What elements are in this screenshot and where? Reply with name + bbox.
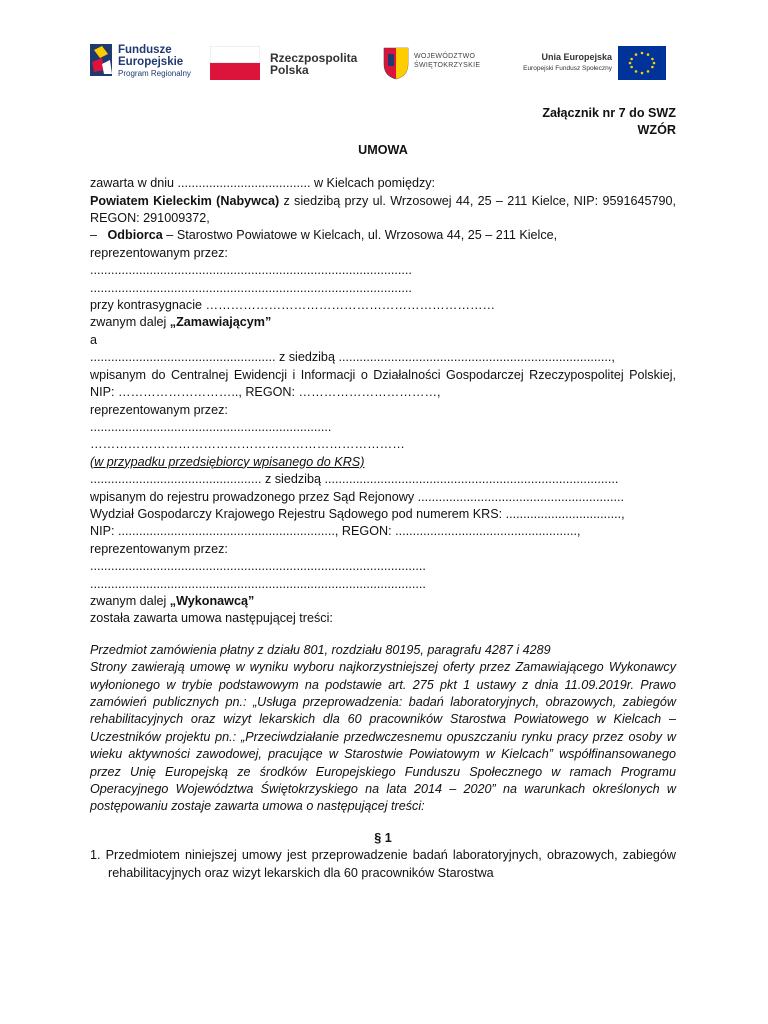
court-register-line: wpisanym do rejestru prowadzonego przez Sąd Rejonowy ........................................................... bbox=[90, 489, 625, 504]
ws-line1: WOJEWÓDZTWO bbox=[414, 53, 476, 60]
represented-by-3: reprezentowanym przez: bbox=[90, 541, 228, 556]
called-text-2: zwanym dalej bbox=[90, 593, 170, 608]
called-ordering-party bbox=[90, 314, 676, 331]
represented-by-1: reprezentowanym przez: bbox=[90, 245, 228, 260]
template-label: WZÓR bbox=[637, 123, 676, 138]
rp-line1: Rzeczpospolita bbox=[270, 51, 358, 65]
recipient-dash: – bbox=[90, 228, 98, 243]
party-recipient bbox=[90, 227, 676, 244]
document-title: UMOWA bbox=[358, 142, 408, 157]
wojewodztwo-logo bbox=[382, 40, 492, 86]
represented-by-2: reprezentowanym przez: bbox=[90, 402, 228, 417]
fe-line3: Program Regionalny bbox=[118, 69, 191, 78]
rp-line2: Polska bbox=[270, 63, 309, 77]
krs-note: (w przypadku przedsiębiorcy wpisanego do KRS) bbox=[90, 454, 365, 469]
funding-line: Przedmiot zamówienia płatny z działu 801, rozdziału 80195, paragrafu 4287 i 4289 bbox=[90, 642, 551, 657]
krs-number-line: Wydział Gospodarczy Krajowego Rejestru Sądowego pod numerem KRS: ................................., bbox=[90, 506, 625, 521]
nip-regon-line: NIP: .............................................................., REGON: ...................................................., bbox=[90, 524, 581, 539]
blank-line-5: ................................................................................................ bbox=[90, 559, 426, 574]
called-text: zwanym dalej bbox=[90, 315, 170, 330]
recipient-details: – Starostwo Powiatowe w Kielcach, ul. Wrzosowa 44, 25 – 211 Kielce, bbox=[162, 228, 558, 243]
fundusze-europejskie-logo bbox=[88, 40, 198, 86]
blank-line-2: ............................................................................................ bbox=[90, 280, 412, 295]
rzeczpospolita-logo bbox=[210, 40, 360, 86]
countersignature-line: przy kontrasygnacie …………………………………………………………… bbox=[90, 298, 496, 313]
contractor-seat-line: ..................................................... z siedzibą .............................................................................., bbox=[90, 350, 615, 365]
called-contractor bbox=[90, 593, 676, 610]
buyer-name: Powiatem Kieleckim (Nabywca) bbox=[90, 193, 280, 208]
clause-1: 1. Przedmiotem niniejszej umowy jest przeprowadzenie badań laboratoryjnych, obrazowych, zabiegów rehabilitacyjnych oraz wizyt lekarskich dla 60 pracowników Starostwa bbox=[90, 848, 676, 880]
polish-flag-icon bbox=[210, 46, 260, 80]
section-heading: § 1 bbox=[374, 830, 392, 845]
ue-line1: Unia Europejska bbox=[541, 52, 612, 62]
blank-line-1: ............................................................................................ bbox=[90, 263, 412, 278]
recipient-name: Odbiorca bbox=[107, 228, 163, 243]
blank-line-4: ………………………………………………………………… bbox=[90, 437, 405, 452]
fe-line2: Europejskie bbox=[118, 56, 184, 68]
ceidg-entry: wpisanym do Centralnej Ewidencji i Informacji o Działalności Gospodarczej Rzeczypospolitej Polskiej, NIP: ……………………….., REGON: ……………………………, bbox=[90, 367, 676, 400]
contract-document bbox=[90, 98, 676, 882]
ws-line2: ŚWIĘTOKRZYSKIE bbox=[414, 62, 481, 69]
contract-concluded-line: została zawarta umowa następującej treści: bbox=[90, 611, 333, 626]
ue-line2: Europejski Fundusz Społeczny bbox=[523, 65, 612, 72]
ordering-party-term: „Zamawiającym” bbox=[169, 315, 272, 330]
blank-line-6: ................................................................................................ bbox=[90, 576, 426, 591]
party-buyer bbox=[90, 193, 676, 228]
contract-date-line: zawarta w dniu ...................................... w Kielcach pomiędzy: bbox=[90, 176, 436, 191]
blank-line-3: ..................................................................... bbox=[90, 419, 332, 434]
coat-of-arms-icon bbox=[382, 44, 410, 80]
contract-basis-paragraph: Strony zawierają umowę w wyniku wyboru najkorzystniejszej oferty przez Zamawiającego Wykonawcy wyłonionego w trybie podstawowym na podstawie art. 275 pkt 1 ustawy z dnia 11.09.2019r. Prawo zamówień publicznych pn.: „Usługa przeprowadzenia: badań laboratoryjnych, obrazowych, zabiegów rehabilitacyjnych oraz wizyt lekarskich dla 60 pracowników Starostwa Powiatowego w Kielcach – Uczestników projektu pn.: „Przeciwdziałanie przedwczesnemu opuszczaniu rynku pracy przez osoby w wieku aktywności zawodowej, pracujące w Starostwie Powiatowym w Kielcach” współfinansowanego przez Unię Europejską ze środków Europejskiego Funduszu Społecznego w ramach Programu Operacyjnego Województwa Świętokrzyskiego na lata 2014 – 2020” na warunkach określonych w postępowaniu zostaje zawarta umowa o następującej treści: bbox=[90, 660, 676, 814]
unia-europejska-logo bbox=[510, 40, 670, 86]
and-word: a bbox=[90, 332, 98, 347]
eu-flag-icon bbox=[618, 46, 666, 80]
fundusze-europejskie-emblem-icon bbox=[88, 40, 116, 80]
contractor-term: „Wykonawcą” bbox=[169, 593, 255, 608]
attachment-label: Załącznik nr 7 do SWZ bbox=[542, 106, 676, 120]
fe-line1: Fundusze bbox=[118, 44, 172, 56]
krs-seat-line: ................................................. z siedzibą .................................................................................... bbox=[90, 472, 619, 487]
buyer-details: z siedzibą przy ul. Wrzosowej 44, 25 – 211 Kielce, NIP: 9591645790, REGON: 291009372, bbox=[90, 193, 676, 226]
logo-bar bbox=[88, 40, 668, 88]
